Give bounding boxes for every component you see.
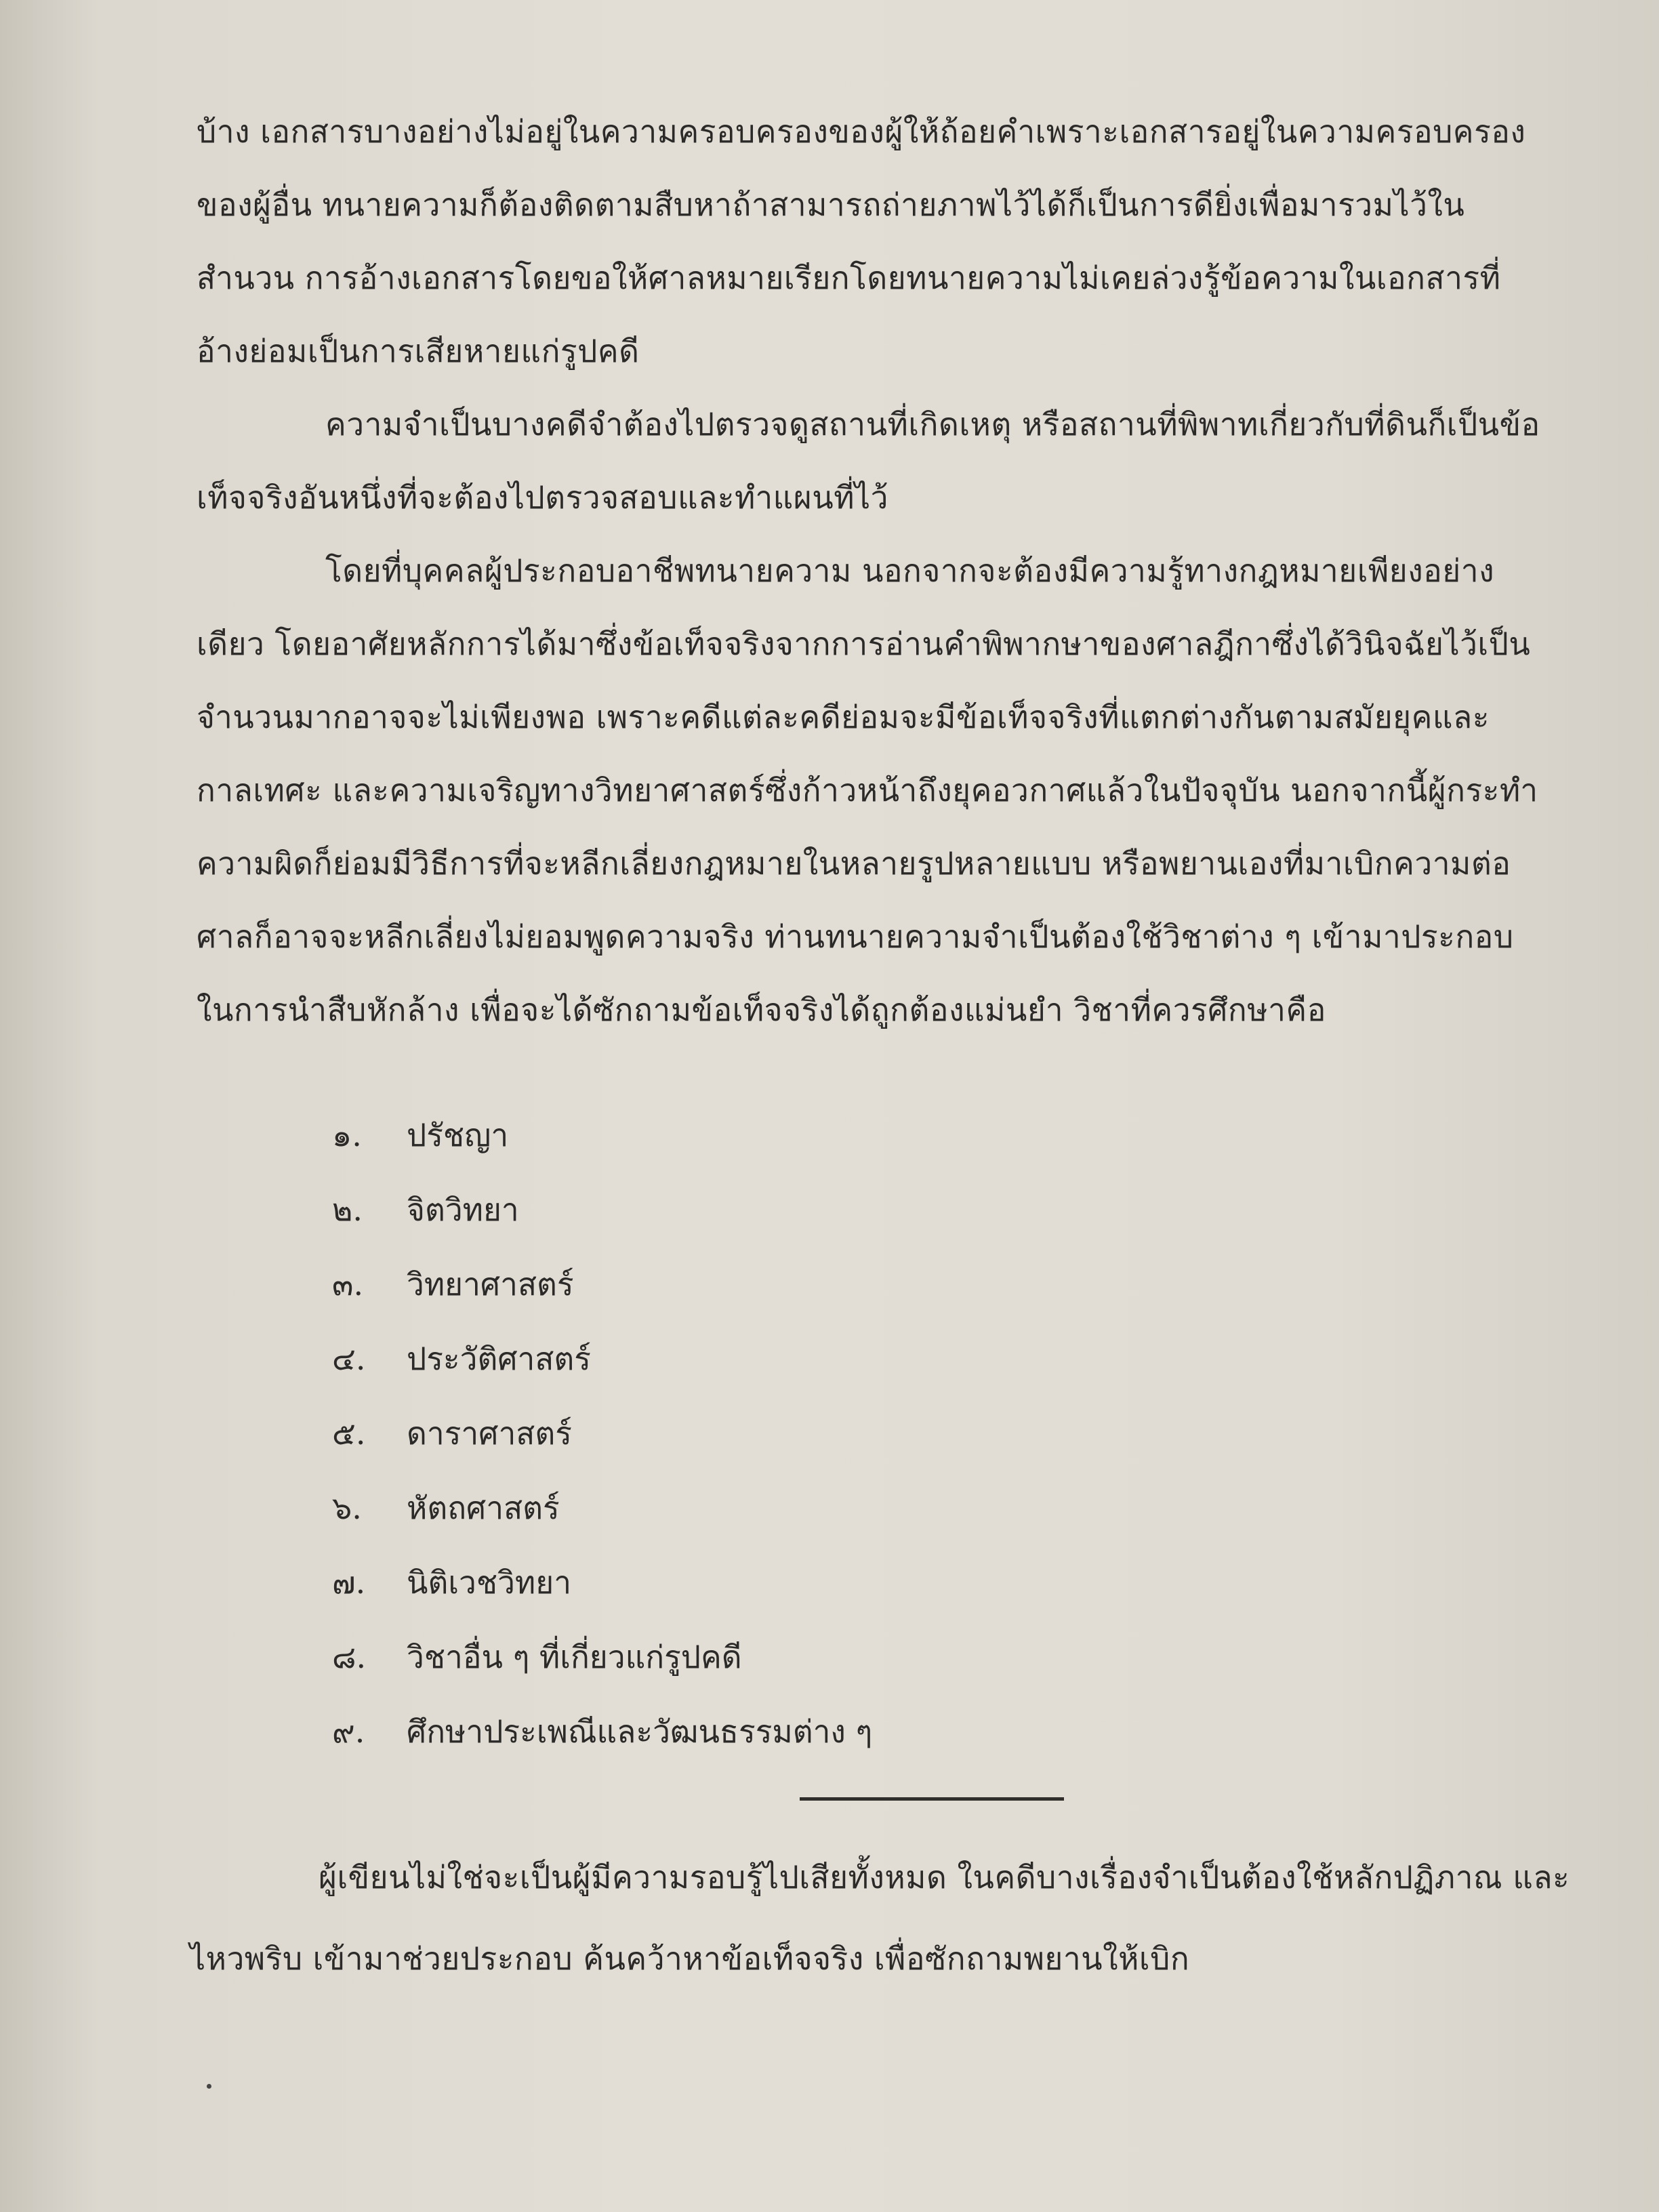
list-label: วิทยาศาสตร์	[407, 1266, 574, 1303]
list-number: ๒.	[332, 1191, 363, 1228]
list-item	[332, 1620, 872, 1694]
list-label: ปรัชญา	[407, 1117, 509, 1153]
list-number: ๑.	[332, 1117, 362, 1153]
list-label: จิตวิทยา	[407, 1191, 519, 1228]
list-number: ๙.	[332, 1713, 365, 1750]
page-speck	[207, 2084, 211, 2089]
list-item	[332, 1098, 872, 1172]
body-text-bottom	[190, 1837, 1572, 1999]
list-label: วิชาอื่น ๆ ที่เกี่ยวแก่รูปคดี	[407, 1639, 742, 1675]
paragraph-author-note: ผู้เขียนไม่ใช่จะเป็นผู้มีความรอบรู้ไปเสียทั้งหมด ในคดีบางเรื่องจำเป็นต้องใช้หลักปฏิภาณ และไหวพริบ เข้ามาช่วยประกอบ ค้นคว้าหาข้อเท็จจริง เพื่อซักถามพยานให้เบิก	[190, 1859, 1570, 1977]
paragraph-documents: บ้าง เอกสารบางอย่างไม่อยู่ในความครอบครองของผู้ให้ถ้อยคำเพราะเอกสารอยู่ในความครอบครองของผู้อื่น ทนายความก็ต้องติดตามสืบหาถ้าสามารถถ่ายภาพไว้ได้ก็เป็นการดียิ่งเพื่อมารวมไว้ในสำนวน การอ้างเอกสารโดยขอให้ศาลหมายเรียกโดยทนายความไม่เคยล่วงรู้ข้อความในเอกสารที่อ้างย่อมเป็นการเสียหายแก่รูปคดี	[197, 113, 1526, 369]
list-item	[332, 1545, 872, 1620]
list-label: หัตถศาสตร์	[407, 1490, 560, 1526]
list-label: นิติเวชวิทยา	[407, 1564, 572, 1601]
list-item	[332, 1322, 872, 1396]
paragraph-lawyer-knowledge: โดยที่บุคคลผู้ประกอบอาชีพทนายความ นอกจากจะต้องมีความรู้ทางกฎหมายเพียงอย่างเดียว โดยอาศัยหลักการได้มาซึ่งข้อเท็จจริงจากการอ่านคำพิพากษาของศาลฎีกาซึ่งได้วินิจฉัยไว้เป็นจำนวนมากอาจจะไม่เพียงพอ เพราะคดีแต่ละคดีย่อมจะมีข้อเท็จจริงที่แตกต่างกันตามสมัยยุคและกาลเทศะ และความเจริญทางวิทยาศาสตร์ซึ่งก้าวหน้าถึงยุคอวกาศแล้วในปัจจุบัน นอกจากนี้ผู้กระทำความผิดก็ย่อมมีวิธีการที่จะหลีกเลี่ยงกฎหมายในหลายรูปหลายแบบ หรือพยานเองที่มาเบิกความต่อศาลก็อาจจะหลีกเลี่ยงไม่ยอมพูดความจริง ท่านทนายความจำเป็นต้องใช้วิชาต่าง ๆ เข้ามาประกอบในการนำสืบหักล้าง เพื่อจะได้ซักถามข้อเท็จจริงได้ถูกต้องแม่นยำ วิชาที่ควรศึกษาคือ	[197, 552, 1538, 1028]
list-item	[332, 1396, 872, 1471]
paragraph-site-inspection: ความจำเป็นบางคดีจำต้องไปตรวจดูสถานที่เกิดเหตุ หรือสถานที่พิพาทเกี่ยวกับที่ดินก็เป็นข้อเท็จจริงอันหนึ่งที่จะต้องไปตรวจสอบและทำแผนที่ไว้	[197, 406, 1540, 516]
subjects-list	[332, 1098, 872, 1769]
list-number: ๘.	[332, 1639, 367, 1675]
list-number: ๖.	[332, 1490, 362, 1526]
list-number: ๓.	[332, 1266, 364, 1303]
body-text-top	[197, 95, 1545, 1046]
list-label: ประวัติศาสตร์	[407, 1340, 592, 1377]
list-item	[332, 1694, 872, 1769]
list-item	[332, 1172, 872, 1247]
list-number: ๔.	[332, 1340, 366, 1377]
list-number: ๕.	[332, 1415, 366, 1452]
list-label: ศึกษาประเพณีและวัฒนธรรมต่าง ๆ	[407, 1713, 873, 1750]
list-item	[332, 1471, 872, 1545]
list-label: ดาราศาสตร์	[407, 1415, 572, 1452]
list-number: ๗.	[332, 1564, 366, 1601]
list-item	[332, 1247, 872, 1322]
divider	[800, 1797, 1064, 1801]
